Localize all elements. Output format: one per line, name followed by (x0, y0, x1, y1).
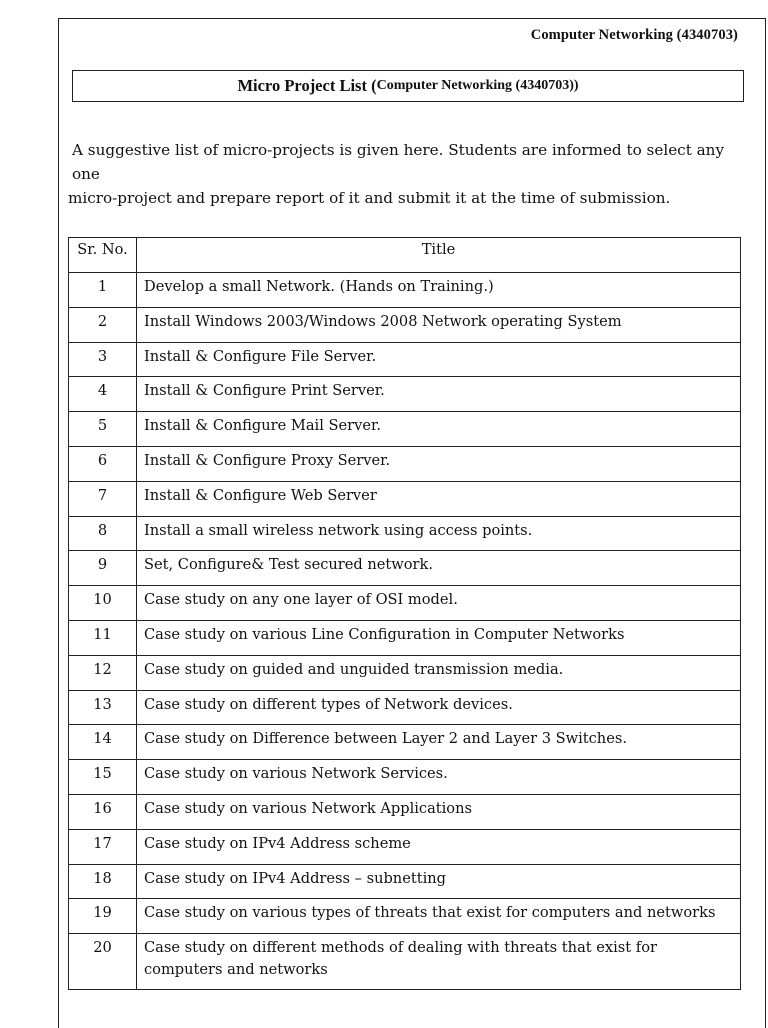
sr-no-cell: 19 (69, 899, 137, 934)
table-row (69, 690, 741, 725)
sr-no-cell: 11 (69, 620, 137, 655)
sr-no-cell: 8 (69, 516, 137, 551)
sr-no-cell: 18 (69, 864, 137, 899)
table-row (69, 864, 741, 899)
sr-no-cell: 13 (69, 690, 137, 725)
page-title-sub: Computer Networking (4340703)) (376, 78, 579, 93)
sr-no-cell: 17 (69, 829, 137, 864)
table-header-row (69, 238, 741, 273)
micro-project-table (68, 237, 741, 990)
sr-no-cell: 6 (69, 446, 137, 481)
table-row (69, 655, 741, 690)
project-title-cell: Install Windows 2003/Windows 2008 Network operating System (137, 307, 741, 342)
project-title-cell: Install & Configure Proxy Server. (137, 446, 741, 481)
project-title-cell: Case study on various Network Applications (137, 794, 741, 829)
project-title-cell: Case study on IPv4 Address – subnetting (137, 864, 741, 899)
sr-no-cell: 12 (69, 655, 137, 690)
project-title-cell: Case study on Difference between Layer 2 and Layer 3 Switches. (137, 725, 741, 760)
project-title-cell: Set, Configure& Test secured network. (137, 551, 741, 586)
intro-line-2: micro-project and prepare report of it and submit it at the time of submission. (68, 189, 671, 207)
table-row (69, 377, 741, 412)
project-title-cell: Install & Configure File Server. (137, 342, 741, 377)
project-title-cell: Case study on various Network Services. (137, 760, 741, 795)
table-row (69, 446, 741, 481)
sr-no-cell: 1 (69, 273, 137, 308)
sr-no-cell: 7 (69, 481, 137, 516)
table-row (69, 412, 741, 447)
page-title-main: Micro Project List ( (237, 76, 377, 95)
table-row (69, 899, 741, 934)
project-title-cell: Case study on guided and unguided transmission media. (137, 655, 741, 690)
project-title-cell: Develop a small Network. (Hands on Training.) (137, 273, 741, 308)
page-title (72, 70, 744, 102)
sr-no-cell: 9 (69, 551, 137, 586)
project-title-cell: Case study on different methods of dealing with threats that exist for computers and networks (137, 934, 741, 990)
sr-no-cell: 2 (69, 307, 137, 342)
table-row (69, 586, 741, 621)
table-row (69, 481, 741, 516)
table-row (69, 934, 741, 990)
sr-no-cell: 10 (69, 586, 137, 621)
intro-line-1: A suggestive list of micro-projects is given here. Students are informed to select any one (72, 141, 725, 183)
column-header-sr-no: Sr. No. (69, 238, 137, 273)
project-title-cell: Case study on IPv4 Address scheme (137, 829, 741, 864)
project-title-cell: Case study on different types of Network devices. (137, 690, 741, 725)
intro-paragraph (68, 138, 744, 210)
sr-no-cell: 16 (69, 794, 137, 829)
table-row (69, 516, 741, 551)
project-title-cell: Install & Configure Web Server (137, 481, 741, 516)
table-row (69, 620, 741, 655)
sr-no-cell: 5 (69, 412, 137, 447)
project-title-cell: Install & Configure Mail Server. (137, 412, 741, 447)
project-title-cell: Install & Configure Print Server. (137, 377, 741, 412)
sr-no-cell: 4 (69, 377, 137, 412)
table-row (69, 794, 741, 829)
table-row (69, 829, 741, 864)
table-row (69, 307, 741, 342)
table-row (69, 725, 741, 760)
table-row (69, 273, 741, 308)
column-header-title: Title (137, 238, 741, 273)
sr-no-cell: 14 (69, 725, 137, 760)
project-title-cell: Case study on various types of threats that exist for computers and networks (137, 899, 741, 934)
table-body (69, 273, 741, 990)
table-row (69, 760, 741, 795)
project-title-cell: Install a small wireless network using access points. (137, 516, 741, 551)
sr-no-cell: 20 (69, 934, 137, 990)
table-row (69, 551, 741, 586)
project-title-cell: Case study on various Line Configuration in Computer Networks (137, 620, 741, 655)
sr-no-cell: 3 (69, 342, 137, 377)
course-header: Computer Networking (4340703) (530, 27, 738, 43)
sr-no-cell: 15 (69, 760, 137, 795)
table-row (69, 342, 741, 377)
project-title-cell: Case study on any one layer of OSI model. (137, 586, 741, 621)
